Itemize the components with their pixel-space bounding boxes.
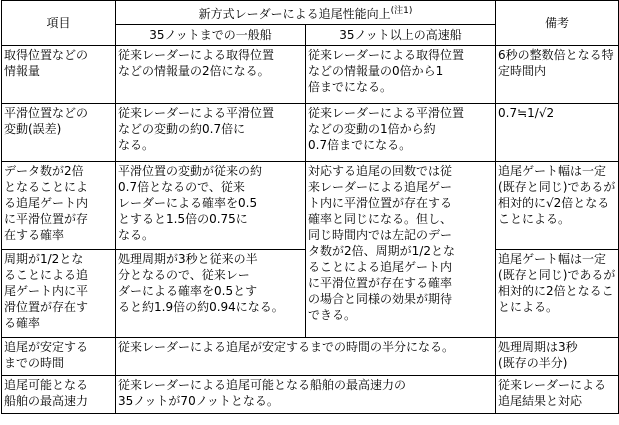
header-remarks: 備考 (496, 1, 619, 46)
header-main (116, 1, 496, 25)
cell-remarks: 追尾ゲート幅は一定(既存と同じ)であるが相対的に√2倍となることによる。 (496, 162, 619, 250)
cell-remarks: 従来レーダーによる追尾結果と対応 (496, 376, 619, 414)
table-row (2, 46, 619, 104)
row-item-data-count-probability: データ数が2倍 となることによ る追尾ゲート内 に平滑位置が存 在する確率 (2, 162, 116, 250)
header-main-text: 新方式レーダーによる追尾性能向上 (198, 7, 391, 21)
cell-highspeed-merged: 対応する追尾の回数では従 来レーダーによる追尾ゲー ト内に平滑位置が存在する 確率と同じになる。但し、 同じ時間内では左記のデー タ数が2倍、周期が1/2とな ることによる追尾ゲート内 に平滑位置が存在する確率 の場合と同様の効果が期待 できる。 (306, 162, 496, 338)
cell-remarks: 0.7≒1/√2 (496, 104, 619, 162)
cell-general: 従来レーダーによる取得位置 などの情報量の2倍になる。 (116, 46, 306, 104)
cell-remarks: 6秒の整数倍となる特定時間内 (496, 46, 619, 104)
table-row (2, 104, 619, 162)
row-item-max-speed: 追尾可能となる 船舶の最高速力 (2, 376, 116, 414)
cell-general: 平滑位置の変動が従来の約 0.7倍となるので、従来 レーダーによる確率を0.5 とすると1.5倍の0.75に なる。 (116, 162, 306, 250)
header-general-ships: 35ノットまでの一般船 (116, 25, 306, 46)
cell-general: 従来レーダーによる平滑位置 などの変動の約0.7倍に なる。 (116, 104, 306, 162)
cell-combined: 従来レーダーによる追尾が安定するまでの時間の半分になる。 (116, 338, 496, 376)
row-item-info-amount: 取得位置などの 情報量 (2, 46, 116, 104)
cell-highspeed: 従来レーダーによる平滑位置 などの変動の1倍から約 0.7倍までになる。 (306, 104, 496, 162)
table-row (2, 338, 619, 376)
cell-remarks: 処理周期は3秒 (既存の半分) (496, 338, 619, 376)
row-item-period-probability: 周期が1/2とな ることによる追 尾ゲート内に平 滑位置が存在す る確率 (2, 250, 116, 338)
table-row (2, 162, 619, 250)
row-item-smoothed-variation: 平滑位置などの 変動(誤差) (2, 104, 116, 162)
header-main-note: (注1) (390, 6, 413, 16)
cell-highspeed: 従来レーダーによる取得位置 などの情報量の0倍から1 倍までになる。 (306, 46, 496, 104)
cell-general: 処理周期が3秒と従来の半 分となるので、従来レー ダーによる確率を0.5とす ると約1.9倍の約0.94になる。 (116, 250, 306, 338)
table-row (2, 376, 619, 414)
performance-comparison-table (1, 0, 619, 414)
row-item-stabilization-time: 追尾が安定する までの時間 (2, 338, 116, 376)
cell-remarks: 追尾ゲート幅は一定(既存と同じ)であるが相対的に2倍となることによる。 (496, 250, 619, 338)
header-highspeed-ships: 35ノット以上の高速船 (306, 25, 496, 46)
cell-combined: 従来レーダーによる追尾可能となる船舶の最高速力の 35ノットが70ノットとなる。 (116, 376, 496, 414)
header-item: 項目 (2, 1, 116, 46)
